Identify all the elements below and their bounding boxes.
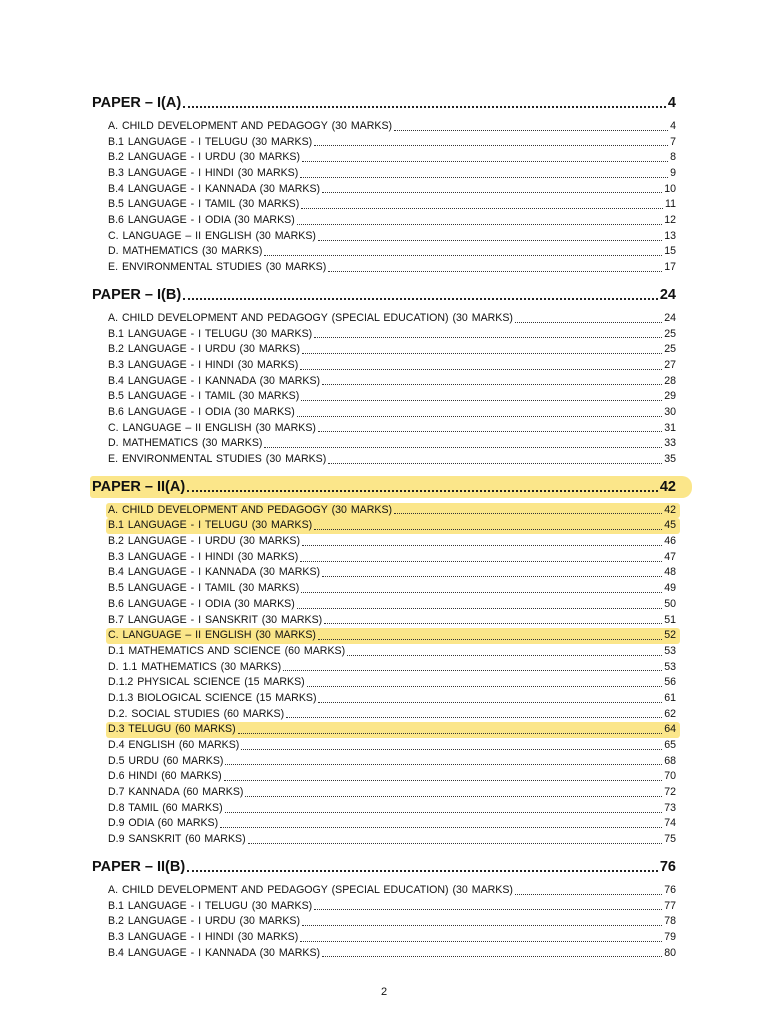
toc-entry[interactable] (106, 660, 680, 676)
toc-entry[interactable] (106, 421, 680, 437)
toc-entry[interactable] (106, 738, 680, 754)
dot-leader (220, 827, 662, 828)
entry-label: D. MATHEMATICS (30 MARKS) (108, 437, 263, 450)
toc-entry[interactable] (106, 405, 680, 421)
entry-page-number: 31 (664, 421, 676, 434)
toc-entry[interactable] (106, 229, 680, 245)
entry-label: D.1 MATHEMATICS AND SCIENCE (60 MARKS) (108, 644, 346, 657)
entry-label: B.2 LANGUAGE - I URDU (30 MARKS) (108, 343, 301, 356)
entry-page-number: 74 (664, 817, 676, 830)
toc-entry[interactable] (106, 754, 680, 770)
toc-entry[interactable] (106, 930, 680, 946)
toc-entry[interactable] (106, 832, 680, 848)
entry-page-number: 13 (664, 229, 676, 242)
toc-entry[interactable] (106, 550, 680, 566)
entry-label: D.8 TAMIL (60 MARKS) (108, 801, 223, 814)
toc-entry[interactable] (106, 707, 680, 723)
entry-label: D.1.2 PHYSICAL SCIENCE (15 MARKS) (108, 676, 305, 689)
entry-label: B.3 LANGUAGE - I HINDI (30 MARKS) (108, 167, 299, 180)
toc-entry[interactable] (106, 213, 680, 229)
entry-page-number: 17 (664, 261, 676, 274)
entry-label: B.6 LANGUAGE - I ODIA (30 MARKS) (108, 597, 295, 610)
dot-leader (318, 431, 662, 432)
entry-page-number: 80 (664, 946, 676, 959)
dot-leader (314, 145, 668, 146)
dot-leader (245, 796, 662, 797)
dot-leader (300, 177, 668, 178)
entry-label: A. CHILD DEVELOPMENT AND PEDAGOGY (SPECIAL EDUCATION) (30 MARKS) (108, 883, 513, 896)
dot-leader (183, 106, 666, 108)
toc-entry[interactable] (106, 899, 680, 915)
toc-entry[interactable] (106, 785, 680, 801)
toc-entry[interactable] (106, 135, 680, 151)
entry-label: B.5 LANGUAGE - I TAMIL (30 MARKS) (108, 582, 300, 595)
entry-label: B.1 LANGUAGE - I TELUGU (30 MARKS) (108, 135, 313, 148)
dot-leader (302, 925, 662, 926)
dot-leader (322, 192, 662, 193)
dot-leader (301, 400, 662, 401)
dot-leader (324, 623, 662, 624)
toc-entry[interactable] (106, 197, 680, 213)
section-page-number: 42 (659, 478, 676, 495)
entry-page-number: 73 (664, 801, 676, 814)
dot-leader (515, 322, 662, 323)
dot-leader (264, 255, 662, 256)
dot-leader (515, 894, 662, 895)
toc-entry[interactable] (106, 452, 680, 468)
toc-entry[interactable] (106, 503, 680, 519)
entry-page-number: 42 (664, 503, 676, 516)
toc-entry[interactable] (106, 597, 680, 613)
entry-label: B.1 LANGUAGE - I TELUGU (30 MARKS) (108, 327, 313, 340)
entry-page-number: 75 (664, 833, 676, 846)
dot-leader (302, 545, 662, 546)
entry-label: D.9 SANSKRIT (60 MARKS) (108, 833, 246, 846)
toc-entry[interactable] (106, 358, 680, 374)
entry-page-number: 53 (664, 644, 676, 657)
entry-page-number: 35 (664, 453, 676, 466)
section-title: PAPER – II(A) (92, 478, 186, 495)
entry-label: B.4 LANGUAGE - I KANNADA (30 MARKS) (108, 182, 321, 195)
entry-page-number: 52 (664, 629, 676, 642)
entry-page-number: 64 (664, 723, 676, 736)
entry-label: C. LANGUAGE – II ENGLISH (30 MARKS) (108, 229, 316, 242)
dot-leader (225, 764, 662, 765)
section-page-number: 24 (659, 286, 676, 303)
page-number-footer: 2 (380, 986, 388, 998)
entry-label: E. ENVIRONMENTAL STUDIES (30 MARKS) (108, 261, 327, 274)
toc-entry[interactable] (106, 311, 680, 327)
toc-entry[interactable] (106, 914, 680, 930)
entry-label: C. LANGUAGE – II ENGLISH (30 MARKS) (108, 629, 316, 642)
entry-label: B.6 LANGUAGE - I ODIA (30 MARKS) (108, 405, 295, 418)
dot-leader (297, 224, 662, 225)
entry-label: B.6 LANGUAGE - I ODIA (30 MARKS) (108, 214, 295, 227)
entry-label: C. LANGUAGE – II ENGLISH (30 MARKS) (108, 421, 316, 434)
toc-entry[interactable] (106, 581, 680, 597)
dot-leader (187, 870, 658, 872)
entry-page-number: 47 (664, 550, 676, 563)
toc-entry[interactable] (106, 613, 680, 629)
toc-entry[interactable] (106, 150, 680, 166)
dot-leader (301, 592, 662, 593)
entry-page-number: 45 (664, 519, 676, 532)
dot-leader (314, 909, 662, 910)
toc-entry[interactable] (106, 817, 680, 833)
entry-page-number: 77 (664, 899, 676, 912)
entry-page-number: 25 (664, 343, 676, 356)
entry-page-number: 7 (670, 135, 676, 148)
entry-label: B.1 LANGUAGE - I TELUGU (30 MARKS) (108, 519, 313, 532)
dot-leader (314, 337, 662, 338)
entry-label: B.5 LANGUAGE - I TAMIL (30 MARKS) (108, 198, 300, 211)
entry-page-number: 72 (664, 786, 676, 799)
dot-leader (301, 208, 663, 209)
entry-label: B.2 LANGUAGE - I URDU (30 MARKS) (108, 915, 301, 928)
entry-page-number: 61 (664, 691, 676, 704)
dot-leader (302, 161, 668, 162)
entry-label: E. ENVIRONMENTAL STUDIES (30 MARKS) (108, 453, 327, 466)
entry-label: B.1 LANGUAGE - I TELUGU (30 MARKS) (108, 899, 313, 912)
toc-entry[interactable] (106, 691, 680, 707)
dot-leader (225, 812, 663, 813)
entry-label: A. CHILD DEVELOPMENT AND PEDAGOGY (SPECIAL EDUCATION) (30 MARKS) (108, 311, 513, 324)
entry-label: B.4 LANGUAGE - I KANNADA (30 MARKS) (108, 946, 321, 959)
toc-entry[interactable] (106, 675, 680, 691)
toc-entry[interactable] (106, 518, 680, 534)
dot-leader (322, 384, 662, 385)
toc-entry[interactable] (106, 628, 680, 644)
toc-entry[interactable] (106, 883, 680, 899)
entry-label: D.6 HINDI (60 MARKS) (108, 770, 222, 783)
dot-leader (302, 353, 662, 354)
dot-leader (394, 130, 668, 131)
dot-leader (238, 733, 663, 734)
toc-entry[interactable] (106, 436, 680, 452)
dot-leader (187, 490, 658, 492)
section-page-number: 76 (659, 858, 676, 875)
entry-label: D.4 ENGLISH (60 MARKS) (108, 739, 240, 752)
entry-page-number: 70 (664, 770, 676, 783)
entry-label: D. MATHEMATICS (30 MARKS) (108, 245, 263, 258)
toc-entry[interactable] (106, 182, 680, 198)
dot-leader (183, 298, 658, 300)
entry-label: A. CHILD DEVELOPMENT AND PEDAGOGY (30 MARKS) (108, 119, 393, 132)
toc-entry[interactable] (106, 245, 680, 261)
toc-entry[interactable] (106, 166, 680, 182)
table-of-contents (92, 92, 676, 969)
dot-leader (318, 702, 662, 703)
entry-page-number: 4 (670, 119, 676, 132)
section-heading[interactable] (90, 284, 692, 306)
dot-leader (283, 670, 662, 671)
entry-label: D.5 URDU (60 MARKS) (108, 754, 224, 767)
entry-label: B.5 LANGUAGE - I TAMIL (30 MARKS) (108, 390, 300, 403)
entry-label: B.4 LANGUAGE - I KANNADA (30 MARKS) (108, 566, 321, 579)
toc-section (92, 284, 676, 468)
dot-leader (322, 956, 662, 957)
toc-entry[interactable] (106, 260, 680, 276)
entry-page-number: 50 (664, 597, 676, 610)
toc-section (92, 856, 676, 961)
entry-page-number: 24 (664, 311, 676, 324)
entry-page-number: 9 (670, 167, 676, 180)
entry-page-number: 46 (664, 535, 676, 548)
dot-leader (224, 780, 663, 781)
section-title: PAPER – I(B) (92, 286, 182, 303)
dot-leader (300, 941, 662, 942)
entry-label: D.9 ODIA (60 MARKS) (108, 817, 219, 830)
entry-label: B.2 LANGUAGE - I URDU (30 MARKS) (108, 151, 301, 164)
entry-page-number: 62 (664, 707, 676, 720)
dot-leader (248, 843, 663, 844)
entry-page-number: 76 (664, 883, 676, 896)
toc-entry[interactable] (106, 946, 680, 962)
dot-leader (318, 639, 662, 640)
entry-label: B.4 LANGUAGE - I KANNADA (30 MARKS) (108, 374, 321, 387)
section-title: PAPER – II(B) (92, 858, 186, 875)
entry-page-number: 49 (664, 582, 676, 595)
entry-page-number: 10 (664, 182, 676, 195)
toc-section (92, 476, 676, 848)
dot-leader (394, 513, 662, 514)
dot-leader (297, 416, 662, 417)
entry-page-number: 11 (665, 198, 676, 211)
section-heading[interactable] (90, 92, 692, 114)
toc-entry[interactable] (106, 769, 680, 785)
entry-label: D. 1.1 MATHEMATICS (30 MARKS) (108, 660, 282, 673)
dot-leader (300, 369, 662, 370)
entry-label: D.3 TELUGU (60 MARKS) (108, 723, 236, 736)
entry-label: B.3 LANGUAGE - I HINDI (30 MARKS) (108, 930, 299, 943)
entry-page-number: 8 (670, 151, 676, 164)
dot-leader (318, 240, 662, 241)
entry-page-number: 15 (664, 245, 676, 258)
entry-page-number: 51 (664, 613, 676, 626)
entry-page-number: 53 (664, 660, 676, 673)
entry-label: B.7 LANGUAGE - I SANSKRIT (30 MARKS) (108, 613, 323, 626)
entry-page-number: 78 (664, 915, 676, 928)
section-heading[interactable] (90, 476, 692, 498)
section-title: PAPER – I(A) (92, 95, 182, 111)
section-heading[interactable] (90, 856, 692, 878)
entry-label: D.2. SOCIAL STUDIES (60 MARKS) (108, 707, 285, 720)
entry-page-number: 56 (664, 676, 676, 689)
toc-entry[interactable] (106, 566, 680, 582)
entry-page-number: 29 (664, 390, 676, 403)
toc-entry[interactable] (106, 801, 680, 817)
entry-page-number: 68 (664, 754, 676, 767)
entry-page-number: 28 (664, 374, 676, 387)
dot-leader (347, 655, 662, 656)
entry-label: D.7 KANNADA (60 MARKS) (108, 786, 244, 799)
toc-entry[interactable] (106, 327, 680, 343)
toc-entry[interactable] (106, 644, 680, 660)
dot-leader (286, 717, 662, 718)
dot-leader (297, 608, 662, 609)
dot-leader (322, 576, 662, 577)
entry-page-number: 48 (664, 566, 676, 579)
toc-entry[interactable] (106, 722, 680, 738)
dot-leader (328, 271, 662, 272)
entry-page-number: 27 (664, 358, 676, 371)
dot-leader (328, 463, 662, 464)
dot-leader (241, 749, 662, 750)
section-page-number: 4 (667, 95, 676, 111)
entry-label: A. CHILD DEVELOPMENT AND PEDAGOGY (30 MARKS) (108, 503, 393, 516)
entry-page-number: 33 (664, 437, 676, 450)
entry-label: B.3 LANGUAGE - I HINDI (30 MARKS) (108, 550, 299, 563)
dot-leader (264, 447, 662, 448)
dot-leader (314, 529, 662, 530)
entry-page-number: 65 (664, 739, 676, 752)
toc-entry[interactable] (106, 534, 680, 550)
entry-page-number: 12 (664, 214, 676, 227)
entry-label: B.2 LANGUAGE - I URDU (30 MARKS) (108, 535, 301, 548)
entry-page-number: 79 (664, 930, 676, 943)
entry-label: D.1.3 BIOLOGICAL SCIENCE (15 MARKS) (108, 691, 317, 704)
dot-leader (300, 561, 662, 562)
entry-page-number: 30 (664, 405, 676, 418)
toc-entry[interactable] (106, 342, 680, 358)
toc-section (92, 92, 676, 276)
entry-label: B.3 LANGUAGE - I HINDI (30 MARKS) (108, 358, 299, 371)
entry-page-number: 25 (664, 327, 676, 340)
dot-leader (307, 686, 662, 687)
toc-entry[interactable] (106, 389, 680, 405)
toc-entry[interactable] (106, 374, 680, 390)
toc-entry[interactable] (106, 119, 680, 135)
